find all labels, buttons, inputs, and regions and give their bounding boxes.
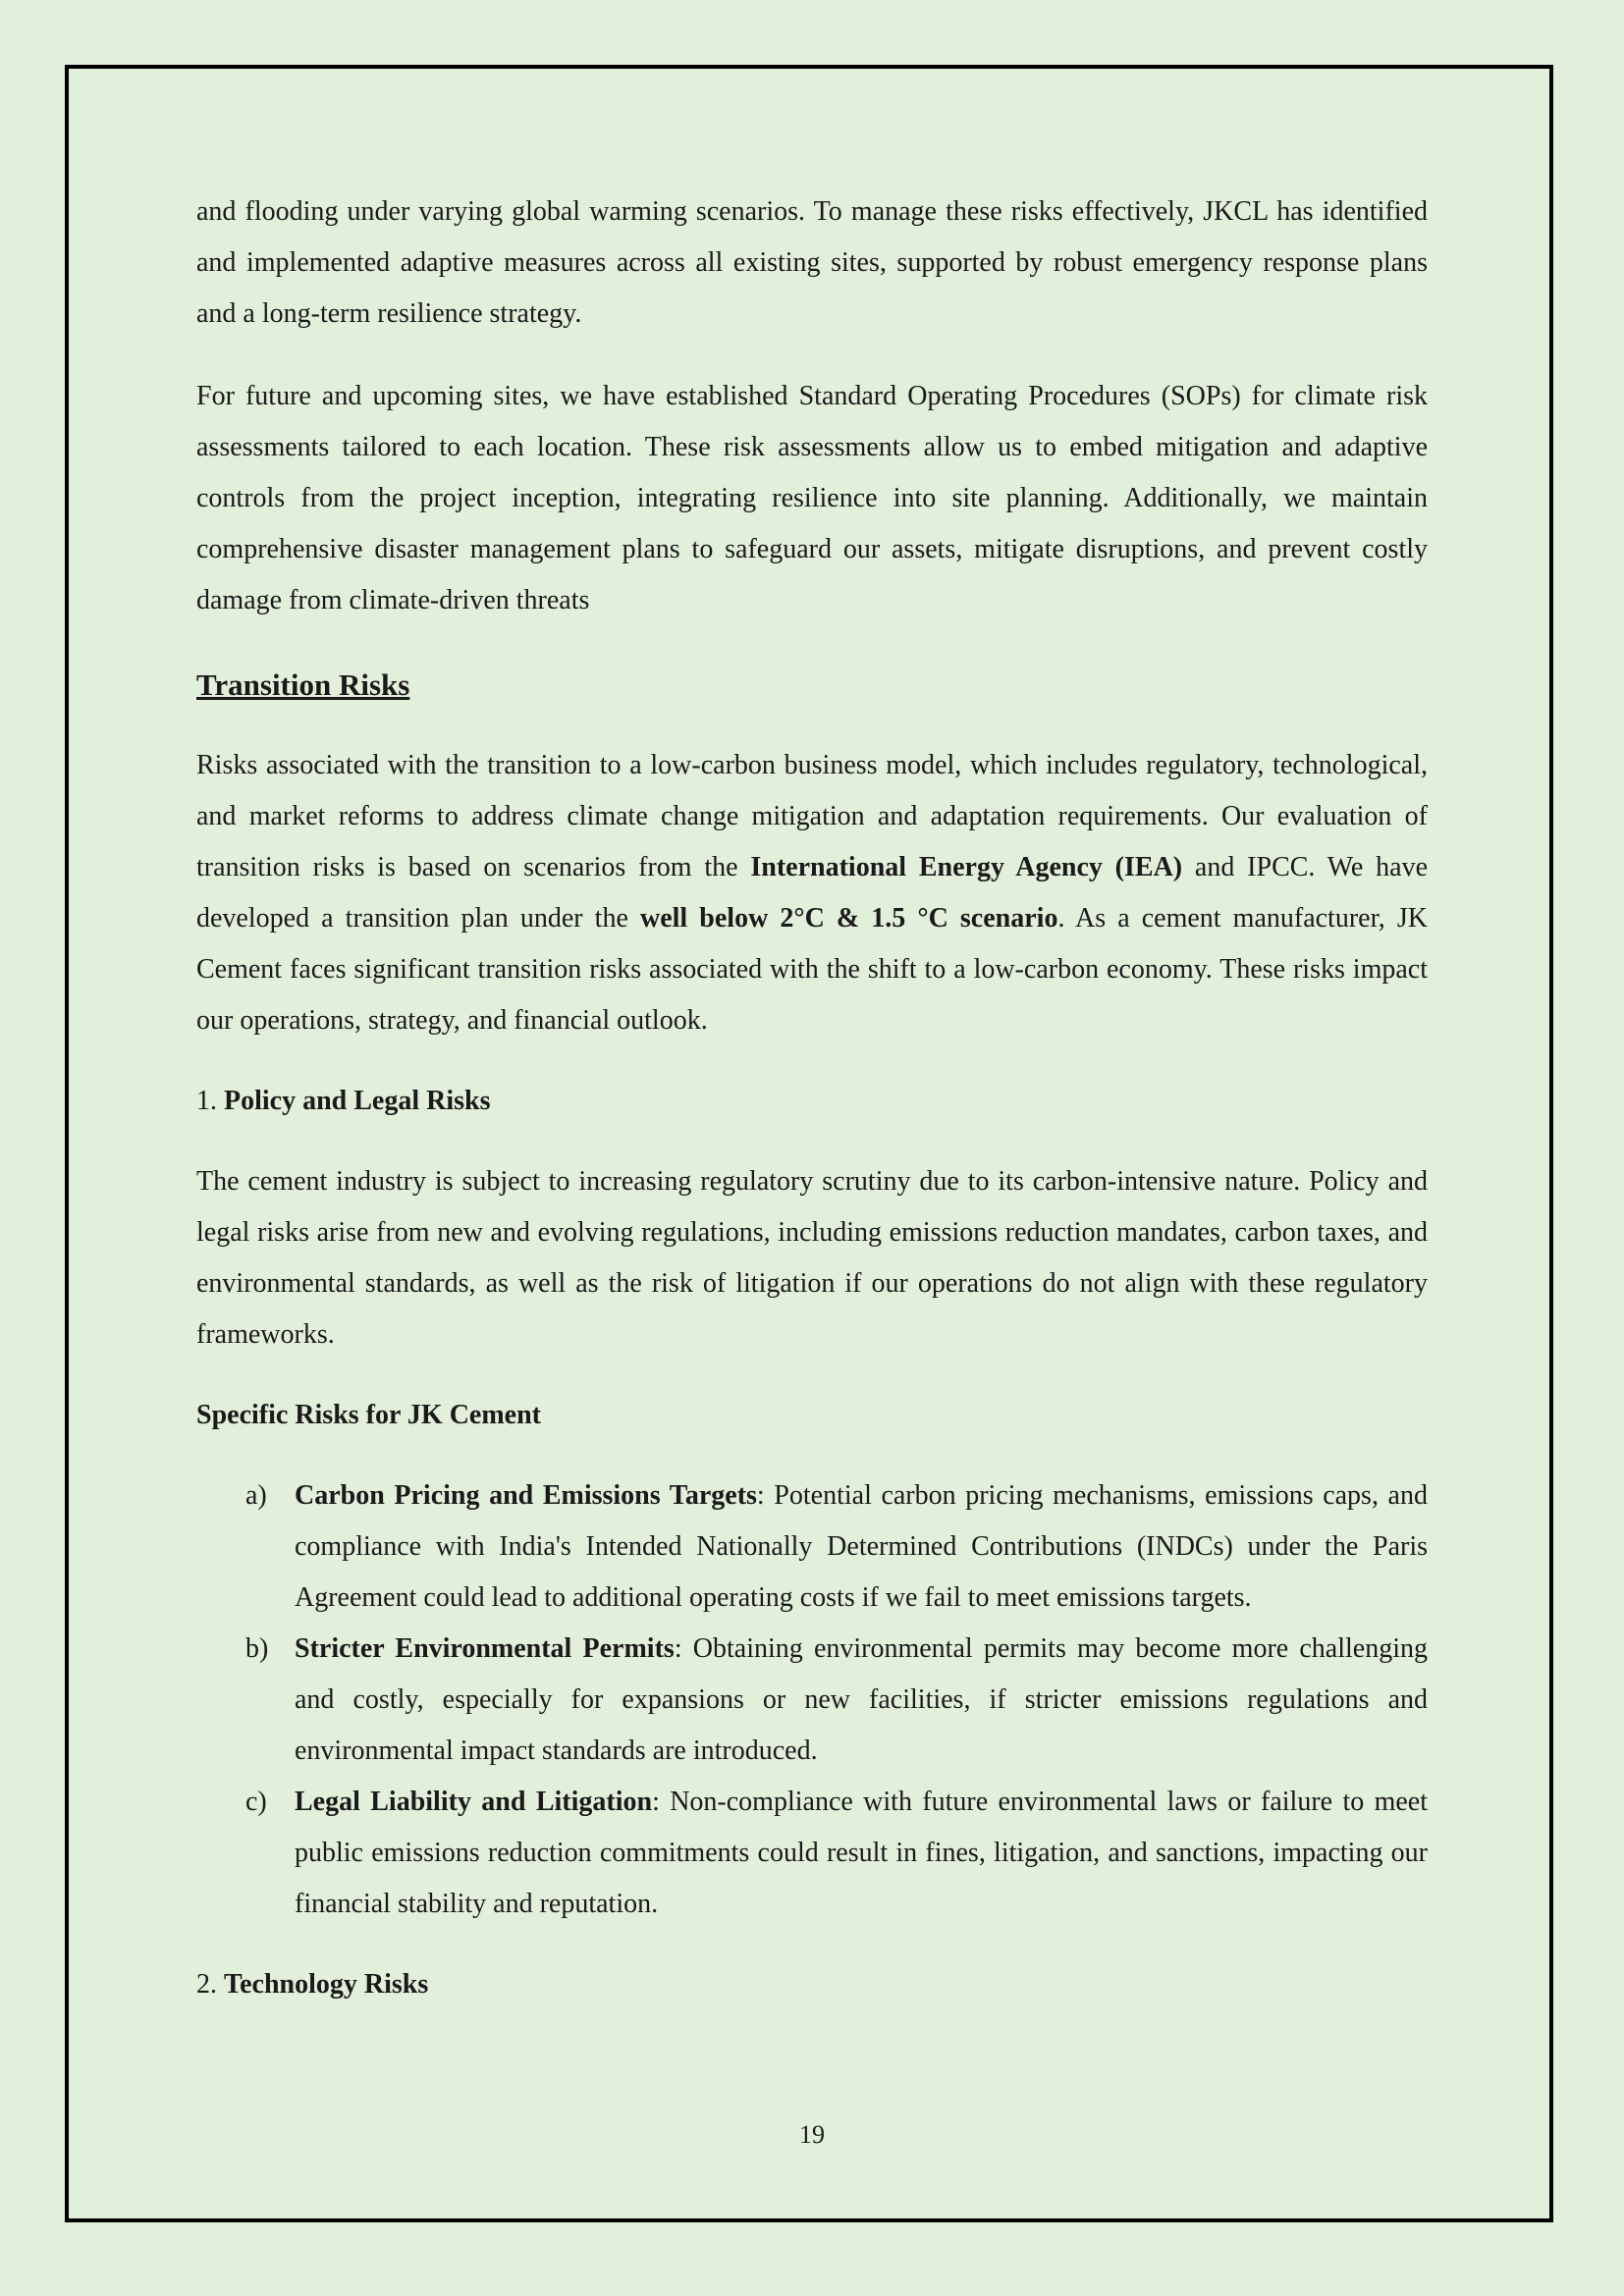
paragraph-sops: For future and upcoming sites, we have established Standard Operating Procedures (SOPs) for climate risk assessments tailored to each location. These risk assessments allow us to embed mitigation and adaptive controls from the project inception, integrating resilience into site planning. Additionally, we maintain comprehensive disaster management plans to safeguard our assets, mitigate disruptions, and prevent costly damage from climate-driven threats bbox=[196, 381, 1428, 615]
heading-technology-risks bbox=[196, 1959, 1428, 2010]
transition-intro-bold-iea: International Energy Agency (IEA) bbox=[750, 852, 1183, 882]
paragraph-policy-body: The cement industry is subject to increasing regulatory scrutiny due to its carbon-intensive nature. Policy and legal risks arise from new and evolving regulations, including emissions reduction mandates, carbon taxes, and environmental standards, as well as the risk of litigation if our operations do not align with these regulatory frameworks. bbox=[196, 1166, 1428, 1350]
list-item-text: : Obtaining environmental permits may become more challenging and costly, especially for expansions or new facilities, if stricter emissions regulations and environmental impact standards are introduced. bbox=[295, 1633, 1428, 1766]
document-body bbox=[196, 187, 1428, 2010]
transition-intro-text-c: . As a cement manufacturer, JK Cement faces significant transition risks associated with the shift to a low-carbon economy. These risks impact our operations, strategy, and financial outlook. bbox=[196, 903, 1428, 1036]
list-item-text: : Potential carbon pricing mechanisms, emissions caps, and compliance with India's Intended Nationally Determined Contributions (INDCs) under the Paris Agreement could lead to additional operating costs if we fail to meet emissions targets. bbox=[295, 1480, 1428, 1613]
policy-number: 1. bbox=[196, 1086, 224, 1116]
list-item-title: Carbon Pricing and Emissions Targets bbox=[295, 1480, 757, 1511]
paragraph-flooding: and flooding under varying global warming scenarios. To manage these risks effectively, JKCL has identified and implemented adaptive measures across all existing sites, supported by robust emergency response plans and a long-term resilience strategy. bbox=[196, 196, 1428, 329]
list-marker: c) bbox=[245, 1787, 267, 1817]
technology-title: Technology Risks bbox=[224, 1969, 429, 2000]
heading-policy-legal bbox=[196, 1076, 1428, 1127]
specific-risks-list bbox=[196, 1470, 1428, 1930]
list-item bbox=[196, 1624, 1428, 1777]
list-marker: a) bbox=[245, 1480, 267, 1511]
list-item-text: : Non-compliance with future environmental laws or failure to meet public emissions reduction commitments could result in fines, litigation, and sanctions, impacting our financial stability and reputation. bbox=[295, 1787, 1429, 1919]
list-item bbox=[196, 1777, 1428, 1930]
page-number: 19 bbox=[799, 2120, 825, 2149]
list-marker: b) bbox=[245, 1633, 269, 1664]
transition-intro-bold-scenario: well below 2°C & 1.5 °C scenario bbox=[639, 903, 1058, 934]
heading-specific-risks: Specific Risks for JK Cement bbox=[196, 1400, 541, 1430]
transition-intro-text-b: and IPCC. We have developed a transition plan under the bbox=[196, 852, 1428, 934]
list-item-title: Legal Liability and Litigation bbox=[295, 1787, 653, 1817]
paragraph-transition-intro bbox=[196, 740, 1428, 1046]
list-item bbox=[196, 1470, 1428, 1624]
policy-title: Policy and Legal Risks bbox=[224, 1086, 491, 1116]
heading-transition-risks: Transition Risks bbox=[196, 667, 410, 702]
technology-number: 2. bbox=[196, 1969, 224, 2000]
list-item-title: Stricter Environmental Permits bbox=[295, 1633, 675, 1664]
transition-intro-text-a: Risks associated with the transition to a low-carbon business model, which includes regulatory, technological, and market reforms to address climate change mitigation and adaptation requirements. Our evaluation of transition risks is based on scenarios from the bbox=[196, 750, 1428, 882]
